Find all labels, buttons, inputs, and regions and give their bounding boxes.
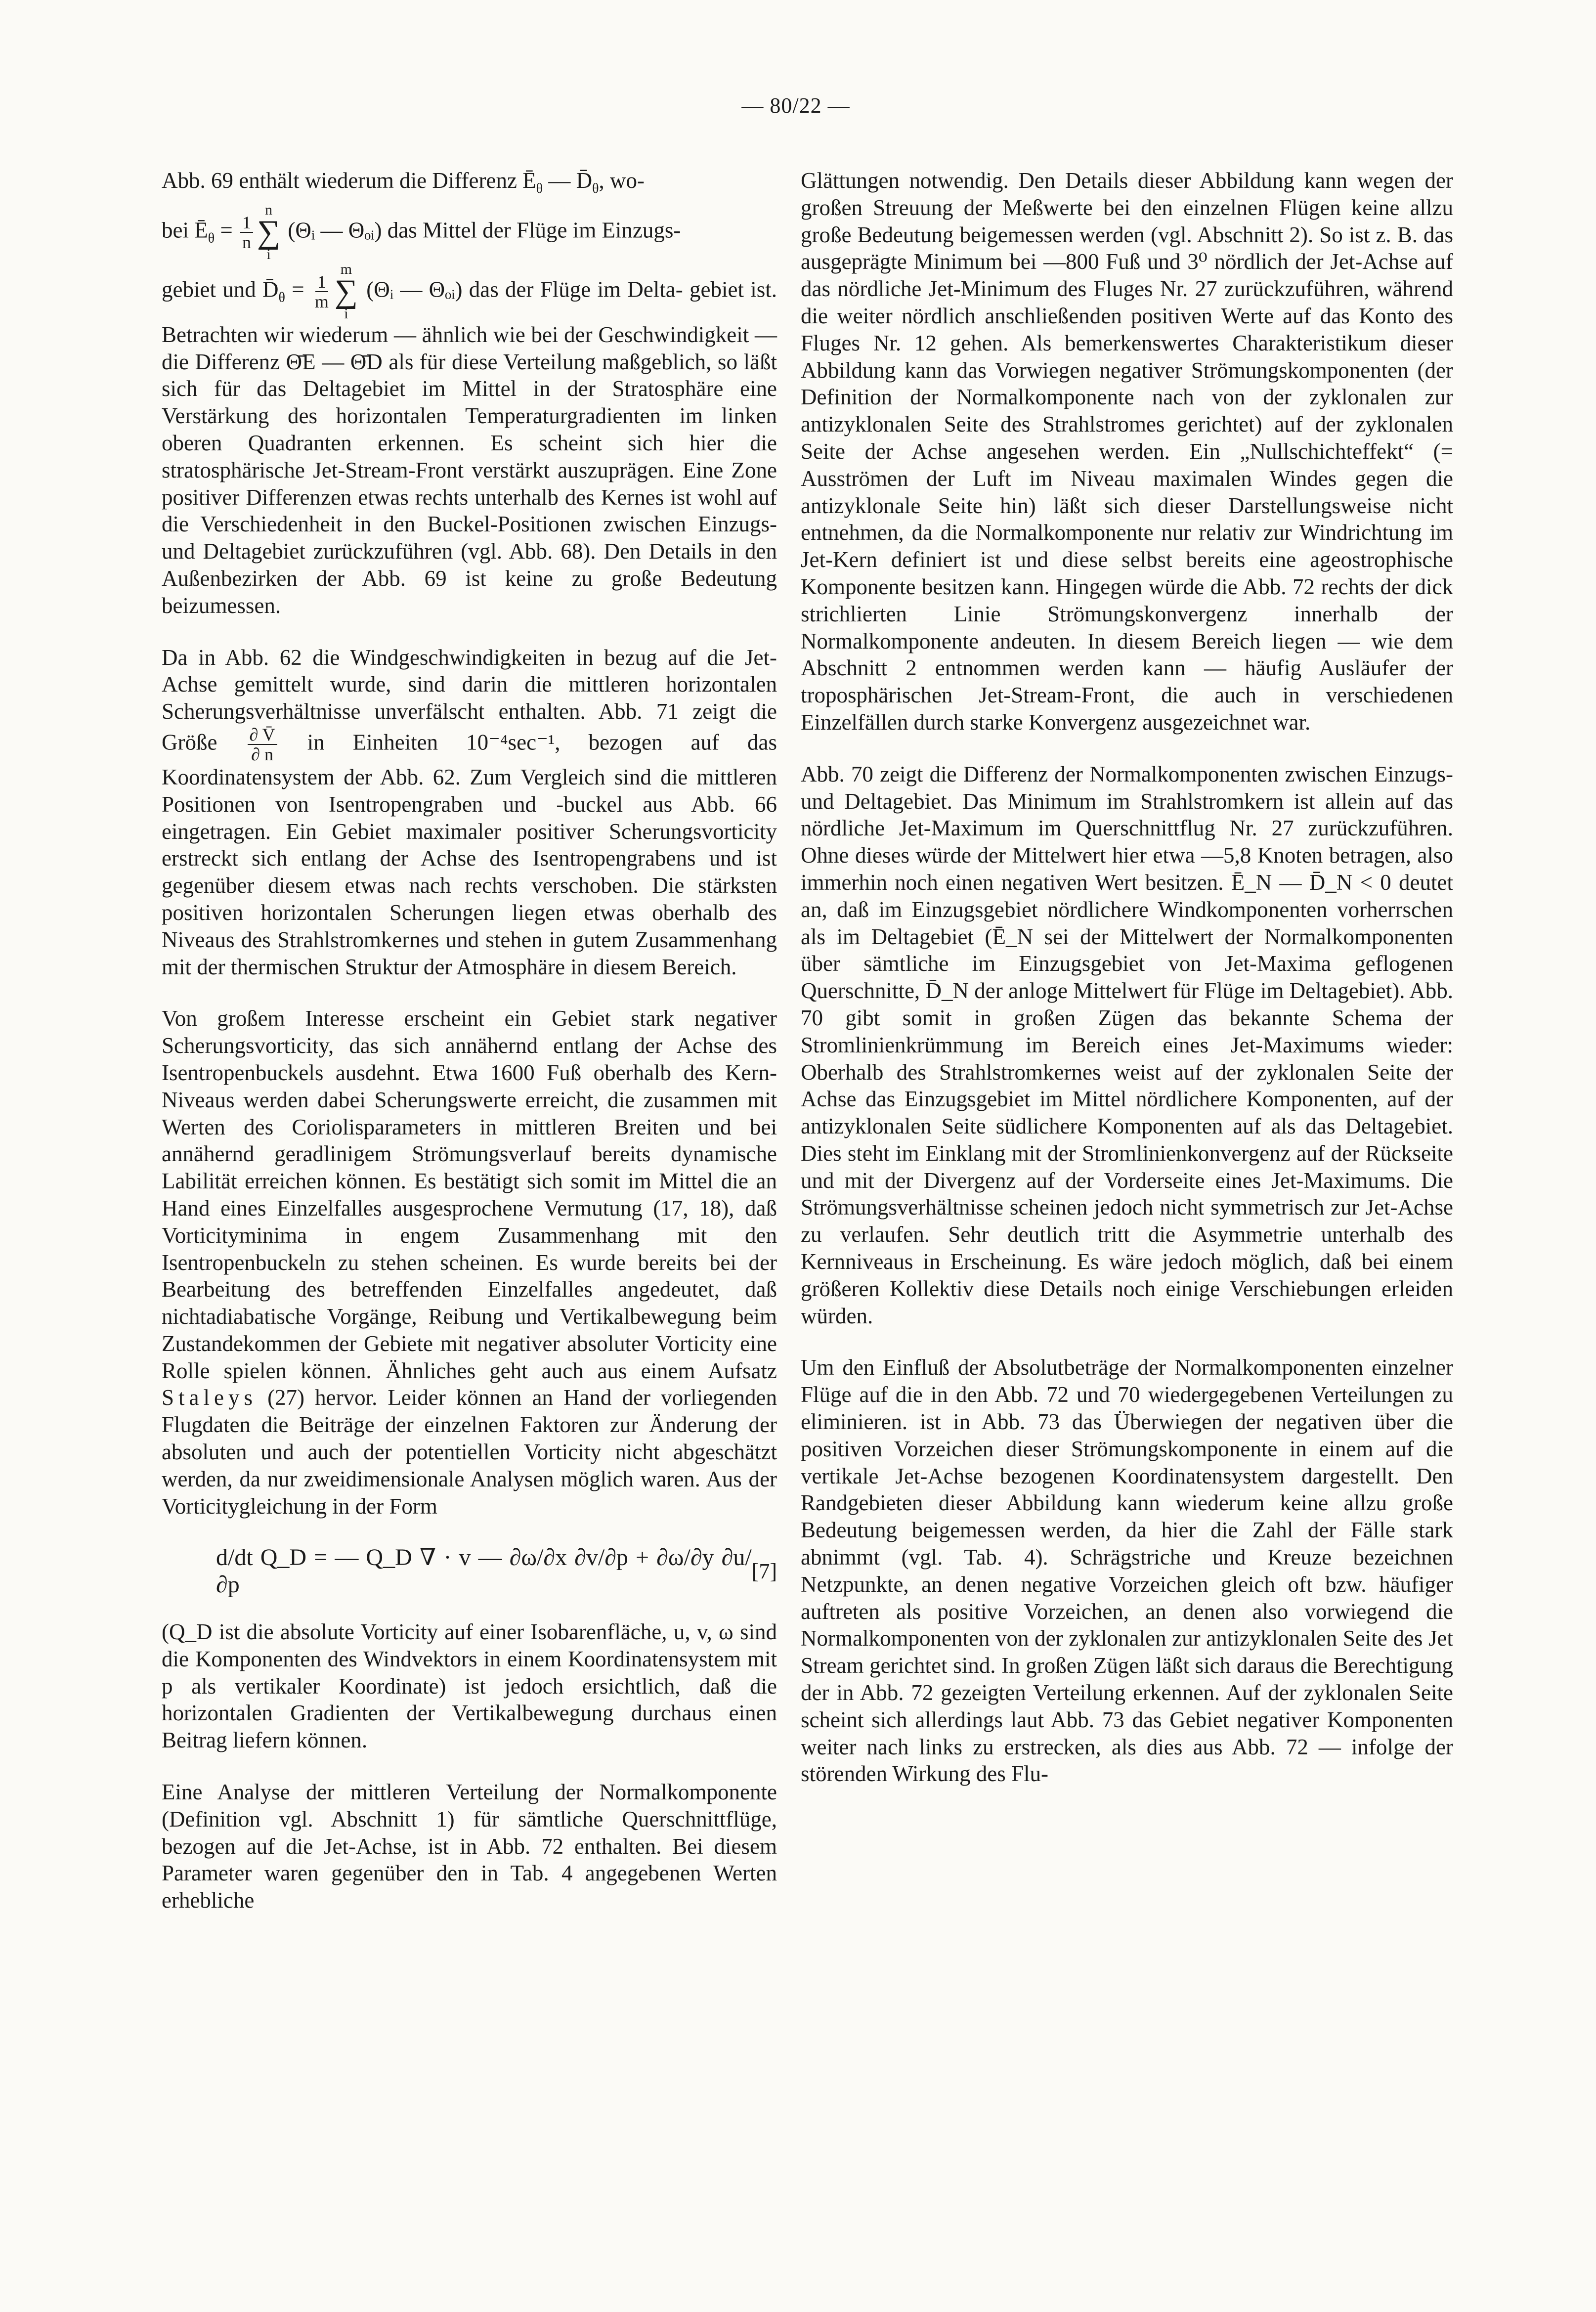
text: Abb. 69 enthält wiederum die Differenz Ē bbox=[162, 168, 536, 193]
text: (Θᵢ — Θₒᵢ) das der Flüge im Delta- bbox=[359, 277, 683, 302]
author-name: Staleys bbox=[162, 1385, 257, 1410]
fraction-1-n: $\frac{1}{n}$ bbox=[240, 213, 253, 252]
paragraph-abb70 bbox=[801, 761, 1453, 1330]
text: — D̄ bbox=[543, 168, 593, 193]
paragraph-glaettungen bbox=[801, 167, 1453, 736]
text: Abb. 70 zeigt die Differenz der Normalkomponenten zwischen Einzugs- und Deltagebiet. Das Minimum im Strahlstromkern ist allein auf das nördliche Jet-Maximum im Querschnittflug Nr. 27 zurückzuführen. Ohne dieses würde der Mittelwert hier etwa —5,8 Knoten betragen, also immerhin noch einen negativen Wert besitzen. bbox=[801, 761, 1453, 895]
text: Da in Abb. 62 die Windgeschwindigkeiten in bezug auf die Jet-Achse gemittelt wurde, sind darin die mittleren horizontalen Scherungsverhältnisse unverfälscht enthalten. Abb. 71 zeigt die Größe bbox=[162, 645, 777, 755]
paragraph-vorticity bbox=[162, 1005, 777, 1520]
text: Eine Analyse der mittleren Verteilung der Normalkomponente (Definition vgl. Abschnitt 1) für sämtliche Querschnittflüge, bezogen auf die Jet-Achse, ist in Abb. 72 enthalten. Bei diesem Parameter waren gegenüber den in Tab. 4 angegebenen Werten erhebliche bbox=[162, 1780, 777, 1913]
sum-symbol: m ∑ i bbox=[334, 261, 358, 322]
text: Von großem Interesse erscheint ein Gebiet stark negativer Scherungsvorticity, das sich annähernd entlang der Achse des Isentropenbuckels ausdehnt. Etwa 1600 Fuß oberhalb des Kern-Niveaus werden dabei Scherungswerte erreicht, die zusammen mit Werten des Coriolisparameters in mittleren Breiten und bei annähernd geradlinigem Strömungsverlauf bereits dynamische Labilität erreichen können. Es bestätigt sich somit im Mittel die an Hand eines Einzelfalles ausgesprochene Vermutung (17, 18), daß Vorticityminima in engem Zusammenhang mit den Isentropenbuckeln zu stehen scheinen. Es wurde bereits bei der Bearbeitung des betreffenden Einzelfalles angedeutet, daß nichtadiabatische Vorgänge, Reibung und Vertikalbewegung beim Zustandekommen der Gebiete mit negativer absoluter Vorticity eine Rolle spielen können. Ähnliches geht auch aus einem Aufsatz bbox=[162, 1006, 777, 1383]
paragraph-analyse bbox=[162, 1779, 777, 1914]
equation-number: [7] bbox=[751, 1559, 777, 1583]
inequality: Ē_N — D̄_N < 0 bbox=[1231, 870, 1391, 895]
equation-body: d/dt Q_D = — Q_D ∇ · v — ∂ω/∂x ∂v/∂p + ∂ω/∂y ∂u/∂p bbox=[216, 1544, 752, 1598]
text: (Θᵢ — Θₒᵢ) das Mittel der Flüge im Einzugs- bbox=[282, 218, 681, 243]
text: bei Ē bbox=[162, 218, 208, 243]
paragraph-abb62 bbox=[162, 644, 777, 981]
text: gebiet ist. Betrachten wir wiederum — ähnlich wie bei der Geschwindigkeit — die Differenz Θ̄E — Θ̄D als für diese Verteilung maßgeblich, so läßt sich für das Deltagebiet im Mittel in der Stratosphäre eine Verstärkung des horizontalen Temperaturgradienten im linken oberen Quadranten erkennen. Es scheint sich hier die stratosphärische Jet-Stream-Front verstärkt auszuprägen. Eine Zone positiver Differenzen etwas rechts unterhalb des Kernes ist wohl auf die Verschiedenheit in den Buckel-Positionen zwischen Einzugs- und Deltagebiet zurückzuführen (vgl. Abb. 68). Den Details in den Außenbezirken der Abb. 69 ist keine zu große Bedeutung beizumessen. bbox=[162, 277, 777, 618]
left-column bbox=[162, 167, 777, 1939]
fraction-1-m: $\frac{1}{m}$ bbox=[314, 271, 329, 311]
paragraph-abb69: Abb. 69 enthält wiederum die Differenz $Ē_\theta$ — $D̄_\theta$, wo- bei $Ē_\theta$ = $\frac{1}{n}$ n ∑ i (Θᵢ — Θₒᵢ) das Mittel der Flüge im Einzugs- gebiet und $D̄_\theta$ = $\frac{1}{m}$ m ∑ i (Θᵢ — Θₒᵢ) das der Flüge im Delta- gebiet ist. Betrachten wir wiederum — ähnlich wie bei der Geschwindigkeit — die Differenz Θ̄E — Θ̄D als für diese Verteilung maßgeblich, so läßt sich für das Deltagebiet im Mittel in der Stratosphäre eine Verstärkung des horizontalen Temperaturgradienten im linken oberen Quadranten erkennen. Es scheint sich hier die stratosphärische Jet-Stream-Front verstärkt auszuprägen. Eine Zone positiver Differenzen etwas rechts unterhalb des Kernes ist wohl auf die Verschiedenheit in den Buckel-Positionen zwischen Einzugs- und Deltagebiet zurückzuführen (vgl. Abb. 68). Den Details in den Außenbezirken der Abb. 69 ist keine zu große Bedeutung beizumessen. bbox=[162, 168, 777, 618]
paragraph-qd bbox=[162, 1618, 777, 1754]
right-column bbox=[801, 167, 1453, 1812]
text: Glättungen notwendig. Den Details dieser Abbildung kann wegen der großen Streuung der Meßwerte bei den einzelnen Flügen keine allzu große Bedeutung beigemessen werden (vgl. Abschnitt 2). So ist z. B. das ausgeprägte Minimum bei —800 Fuß und 3⁰ nördlich der Jet-Achse auf das nördliche Jet-Minimum des Fluges Nr. 27 zurückzuführen, während die weiter nördlich anschließenden positiven Werte auf das Konto des Fluges Nr. 12 gehen. Als bemerkenswertes Charakteristikum dieser Abbildung kann das Vorwiegen negativer Strömungskomponenten (der Definition der Normalkomponente nach von der zyklonalen zur antizyklonalen Seite des Strahlstromes gerichtet) auf der zyklonalen Seite der Achse angesehen werden. Ein „Nullschichteffekt“ (= Ausströmen der Luft im Niveau maximalen Windes gegen die antizyklonale Seite hin) läßt sich dieser Darstellungsweise nicht entnehmen, da die Normalkomponente nur relativ zur Windrichtung im Jet-Kern definiert ist und diese selbst bereits eine ageostrophische Komponente besitzen kann. Hingegen würde die Abb. 72 rechts der dick strichlierten Linie Strömungskonvergenz innerhalb der Normalkomponente andeuten. In diesem Bereich liegen — wie dem Abschnitt 2 entnommen werden kann — häufig Ausläufer der troposphärischen Jet-Stream-Front, die auch in verschiedenen Einzelfällen durch starke Konvergenz ausgezeichnet war. bbox=[801, 168, 1453, 735]
text: deutet an, daß im Einzugsgebiet nördlichere Windkomponenten vorherrschen als im Deltagebiet (Ē_N sei der Mittelwert der Normalkomponenten über sämtliche im Einzugsgebiet von Jet-Maxima geflogenen Querschnitte, D̄_N der anloge Mittelwert für Flüge im Deltagebiet). Abb. 70 gibt somit in großen Zügen das bekannte Schema der Stromlinienkrümmung im Bereich eines Jet-Maximums wieder: Oberhalb des Strahlstromkernes weist auf der zyklonalen Seite der Achse das Einzugsgebiet im Mittel nördlichere Komponenten, auf der antizyklonalen Seite südlichere Komponenten auf als das Deltagebiet. Dies steht im Einklang mit der Stromlinienkonvergenz auf der Rückseite und mit der Divergenz auf der Vorderseite eines Jet-Maximums. Die Strömungsverhältnisse scheinen jedoch nicht symmetrisch zur Jet-Achse zu verlaufen. Sehr deutlich tritt die Asymmetrie unterhalb des Kernniveaus in Erscheinung. Es wäre jedoch möglich, daß bei einem größeren Kollektiv diese Details noch einige Verschiebungen erleiden würden. bbox=[801, 870, 1454, 1328]
fraction-dv-dn: $\frac{\partial V̄}{\partial n}$ bbox=[248, 725, 277, 764]
text: in Einheiten 10⁻⁴sec⁻¹, bezogen auf das Koordinatensystem der Abb. 62. Zum Vergleich sind die mittleren Positionen von Isentropengraben und -buckel aus Abb. 66 eingetragen. Ein Gebiet maximaler positiver Scherungsvorticity erstreckt sich entlang der Achse des Isentropengrabens und ist gegenüber diesem etwas nach rechts verschoben. Die stärksten positiven horizontalen Scherungen liegen etwas oberhalb des Niveaus des Strahlstromkernes und stehen in gutem Zusammenhang mit der thermischen Struktur der Atmosphäre in diesem Bereich. bbox=[162, 730, 777, 979]
text: Um den Einfluß der Absolutbeträge der Normalkomponenten einzelner Flüge auf die in den Abb. 72 und 70 wiedergegebenen Verteilungen zu eliminieren. ist in Abb. 73 das Überwiegen der negativen über die positiven Vorzeichen dieser Strömungskomponente in einem auf die vertikale Jet-Achse bezogenen Koordinatensystem dargestellt. Den Randgebieten dieser Abbildung kann wiederum keine allzu große Bedeutung beigemessen werden, da hier die Zahl der Fälle stark abnimmt (vgl. Tab. 4). Schrägstriche und Kreuze bezeichnen Netzpunkte, an denen negative Vorzeichen gleich oft bzw. häufiger auftreten als positive Vorzeichen, an denen also vorwiegend die Normalkomponenten von der zyklonalen zur antizyklonalen Seite des Jet Stream gerichtet sind. In großen Zügen läßt sich daraus die Berechtigung der in Abb. 72 gezeigten Verteilung erkennen. Auf der zyklonalen Seite scheint sich allerdings laut Abb. 73 das Gebiet negativer Komponenten weiter nach links zu erstrecken, als dies aus Abb. 72 — infolge der störenden Wirkung des Flu- bbox=[801, 1355, 1453, 1787]
text: gebiet und D̄ bbox=[162, 277, 279, 302]
equation-7 bbox=[216, 1544, 777, 1599]
paragraph-abb73 bbox=[801, 1354, 1453, 1788]
text: (27) hervor. Leider können an Hand der vorliegenden Flugdaten die Beiträge der einzelnen Faktoren zur Änderung der absoluten und auch der potentiellen Vorticity nicht abgeschätzt werden, da nur zweidimensionale Analysen möglich waren. Aus der Vorticitygleichung in der Form bbox=[162, 1385, 777, 1519]
sum-symbol: n ∑ i bbox=[257, 201, 281, 262]
text: (Q_D ist die absolute Vorticity auf einer Isobarenfläche, u, v, ω sind die Komponenten des Windvektors in einem Koordinatensystem mit p als vertikaler Koordinate) ist jedoch ersichtlich, daß die horizontalen Gradienten der Vertikalbewegung durchaus einen Beitrag liefern können. bbox=[162, 1619, 777, 1753]
page-number: — 80/22 — bbox=[741, 93, 850, 118]
text: , wo- bbox=[599, 168, 645, 193]
